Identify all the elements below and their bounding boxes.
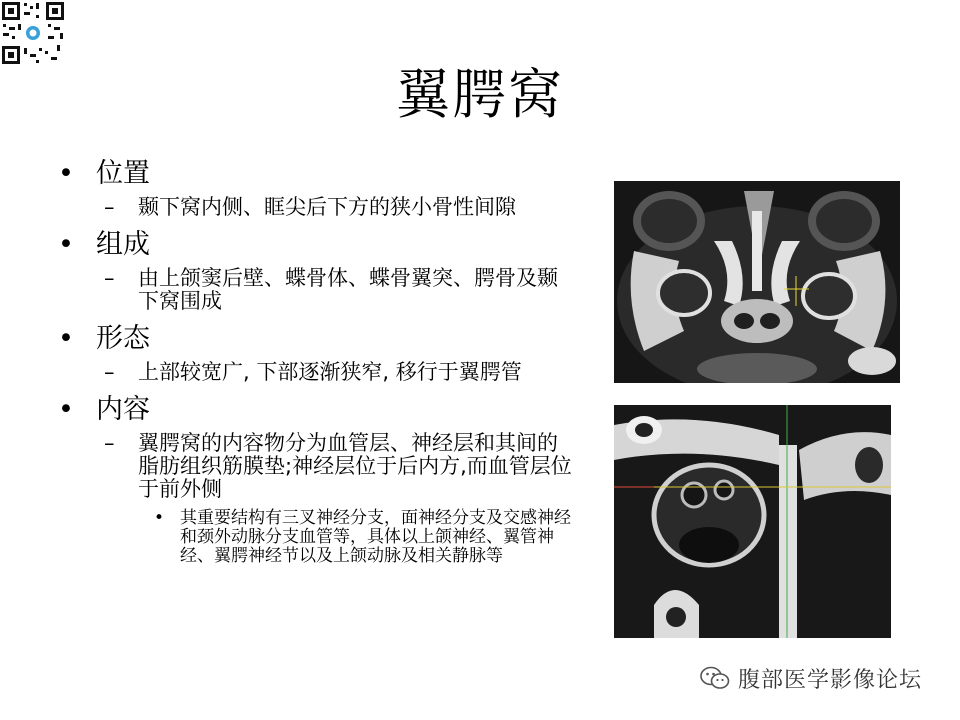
- bullet-item: [58, 229, 578, 261]
- sub-bullet-text: 翼腭窝的内容物分为血管层、神经层和其间的脂肪组织筋膜垫;神经层位于后内方,而血管层位于前外侧: [138, 431, 572, 501]
- axial-ct-image: [614, 181, 900, 383]
- sub-bullet-item: [58, 361, 578, 384]
- bullet-marker: •: [58, 394, 74, 425]
- sub-bullet-item: [58, 267, 578, 313]
- bullet-marker: •: [154, 508, 165, 528]
- sub-sub-bullet-item: [58, 509, 578, 566]
- slide-title: 翼腭窝: [396, 63, 564, 126]
- sub-bullet-text: 由上颌窦后壁、蝶骨体、蝶骨翼突、腭骨及颞下窝围成: [138, 266, 558, 313]
- dash-marker: –: [104, 195, 115, 219]
- bullet-label: 组成: [96, 229, 150, 260]
- bullet-marker: •: [58, 158, 74, 189]
- bullet-item: [58, 158, 578, 190]
- sub-bullet-text: 颞下窝内侧、眶尖后下方的狭小骨性间隙: [138, 195, 516, 219]
- watermark-text: 腹部医学影像论坛: [738, 667, 923, 693]
- bullet-marker: •: [58, 229, 74, 260]
- dash-marker: –: [104, 431, 115, 455]
- dash-marker: –: [104, 360, 115, 384]
- sub-sub-bullet-text: 其重要结构有三叉神经分支，面神经分支及交感神经和颈外动脉分支血管等，具体以上颌神经、翼管神经、翼腭神经节以及上颌动脉及相关静脉等: [180, 508, 571, 566]
- dash-marker: –: [104, 266, 115, 290]
- bullet-list: [58, 158, 578, 566]
- bullet-label: 位置: [96, 158, 150, 189]
- coronal-ct-image: [614, 405, 891, 638]
- wechat-icon: [700, 665, 730, 691]
- axial-ct-scan: [614, 181, 900, 383]
- sub-bullet-text: 上部较宽广, 下部逐渐狭窄, 移行于翼腭管: [138, 360, 522, 384]
- coronal-ct-scan: [614, 405, 891, 638]
- sub-bullet-item: [58, 432, 578, 501]
- bullet-label: 形态: [96, 323, 150, 354]
- bullet-marker: •: [58, 323, 74, 354]
- sub-bullet-item: [58, 196, 578, 219]
- bullet-item: [58, 394, 578, 426]
- bullet-label: 内容: [96, 394, 150, 425]
- watermark: [700, 660, 940, 696]
- bullet-item: [58, 323, 578, 355]
